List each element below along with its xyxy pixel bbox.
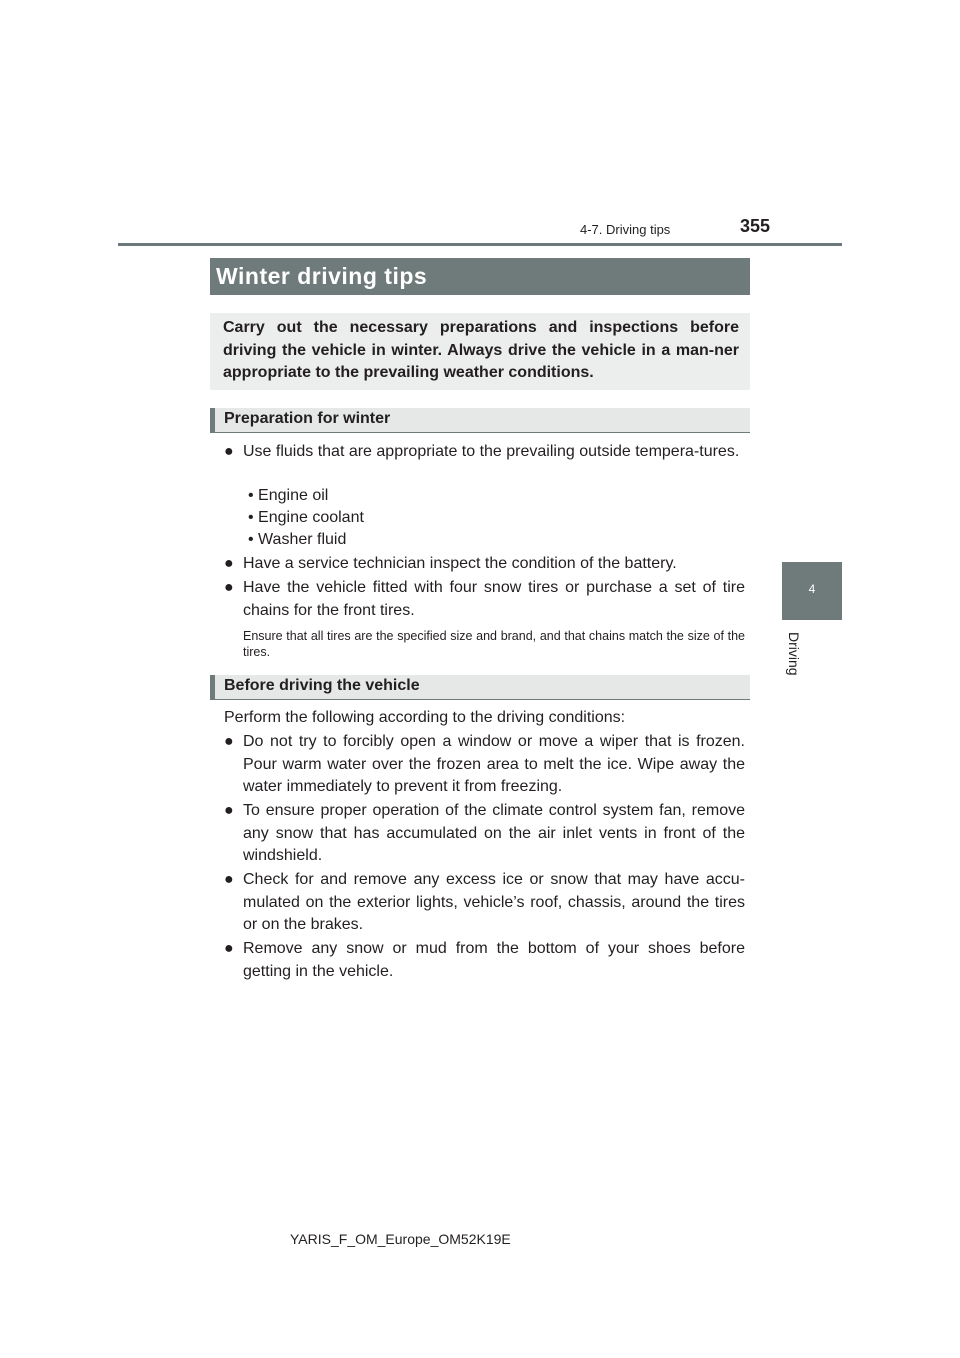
section-heading-preparation <box>210 408 750 433</box>
header-section-label: 4-7. Driving tips <box>580 222 671 237</box>
bullet-icon: ● <box>224 555 234 572</box>
intro-box <box>210 313 750 390</box>
bullet-text: Do not try to forcibly open a window or move a wiper that is frozen. Pour warm water over the frozen area to melt the ice. Wipe away the water immediately to prevent it from freezing. <box>243 733 745 795</box>
page-title: Winter driving tips <box>216 263 428 289</box>
bullet-text: Use fluids that are appropriate to the prevailing outside tempera-tures. <box>243 443 740 460</box>
section-heading-text: Before driving the vehicle <box>224 677 420 694</box>
bullet-icon: ● <box>224 871 234 888</box>
bullet-icon: ● <box>224 443 234 460</box>
sub-list-item: • Engine oil <box>248 487 329 504</box>
chapter-tab <box>782 562 842 620</box>
sub-list-item: • Engine coolant <box>248 509 364 526</box>
intro-text: Carry out the necessary preparations and inspections before driving the vehicle in winter. Always drive the vehicle in a man-ner appropriate to the prevailing weather conditions. <box>223 319 739 381</box>
bullet-text: Remove any snow or mud from the bottom of your shoes before getting in the vehicle. <box>243 940 745 980</box>
bullet-icon: ● <box>224 802 234 819</box>
page-number: 355 <box>740 216 771 236</box>
bullet-icon: ● <box>224 579 234 596</box>
title-bar <box>210 258 750 295</box>
footer-document-id: YARIS_F_OM_Europe_OM52K19E <box>290 1231 511 1247</box>
chapter-label: Driving <box>786 632 802 676</box>
bullet-text: Check for and remove any excess ice or snow that may have accu-mulated on the exterior lights, vehicle’s roof, chassis, around the tires or on the brakes. <box>243 871 745 933</box>
bullet-text: Have the vehicle fitted with four snow tires or purchase a set of tire chains for the front tires. <box>243 579 745 619</box>
bullet-text: Have a service technician inspect the condition of the battery. <box>243 555 677 572</box>
bullet-icon: ● <box>224 733 234 750</box>
bullet-text: To ensure proper operation of the climate control system fan, remove any snow that has accumulated on the air inlet vents in front of the windshield. <box>243 802 745 864</box>
header-rule <box>118 243 842 246</box>
bullet-icon: ● <box>224 940 234 957</box>
section-lead-text: Perform the following according to the driving conditions: <box>224 709 626 726</box>
section-heading-before-driving <box>210 675 750 700</box>
chapter-tab-number: 4 <box>808 582 816 596</box>
section-heading-text: Preparation for winter <box>224 410 391 427</box>
sub-list-item: • Washer fluid <box>248 531 347 548</box>
note-text: Ensure that all tires are the specified size and brand, and that chains match the size of the tires. <box>243 629 745 659</box>
